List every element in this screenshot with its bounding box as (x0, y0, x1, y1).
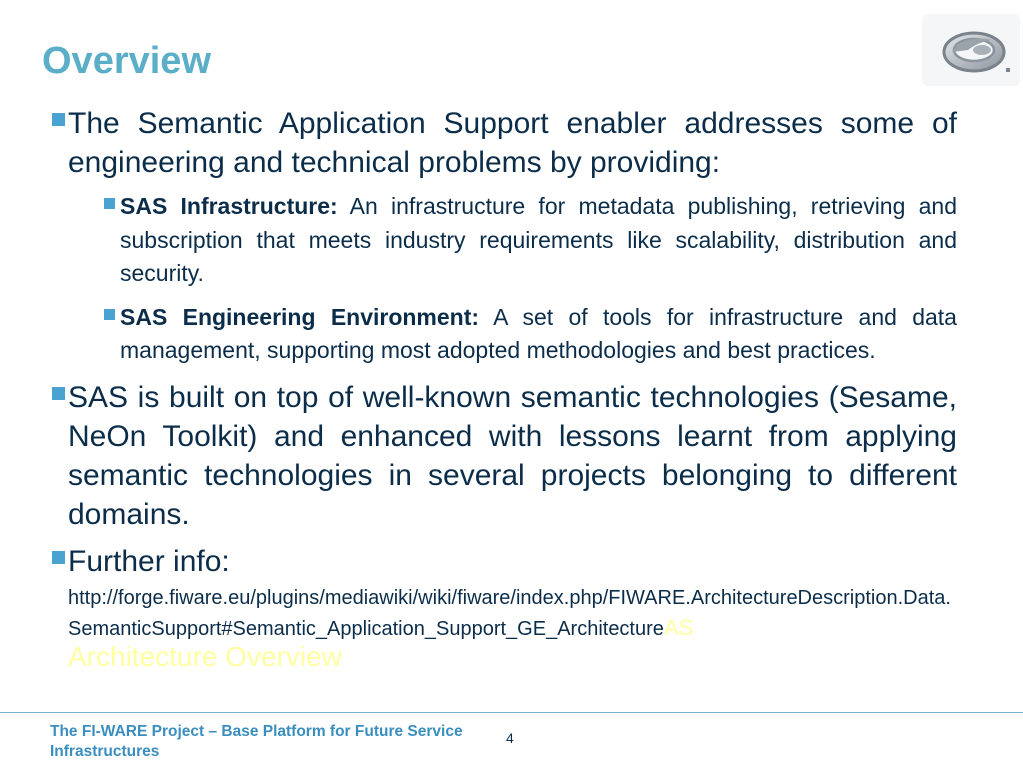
bullet-sas-infrastructure (104, 190, 957, 291)
bullet-further-info: Further info: http://forge.fiware.eu/plugins/mediawiki/wiki/fiware/index.php/FIWARE.ArchitectureDescription.Data.SemanticSupport#Semantic_Application_Support_GE_ArchitectureAS Architecture Overview (52, 542, 957, 668)
sas-engineering-text: A set of tools for infrastructure and data management, supporting most adopted methodologies and best practices. (120, 303, 957, 363)
sas-engineering-label: SAS Engineering Environment: (120, 303, 480, 330)
footer-project: The FI-WARE Project – Base Platform for Future Service Infrastructures (50, 723, 463, 760)
slide-body (52, 104, 957, 668)
page-number: 4 (506, 730, 514, 746)
footer-divider (0, 712, 1023, 713)
ghost-text: AS (663, 614, 694, 640)
bullet-sas-built: SAS is built on top of well-known semantic technologies (Sesame, NeOn Toolkit) and enhanced with lessons learnt from applying semantic technologies in several projects belonging to different domains. (52, 378, 957, 534)
further-info-link[interactable]: http://forge.fiware.eu/plugins/mediawiki/wiki/fiware/index.php/FIWARE.ArchitectureDescription.Data.SemanticSupport#Semantic_Application_Support_GE_ArchitectureAS (68, 586, 951, 640)
bullet-square-icon (104, 198, 115, 209)
sas-infrastructure-text: An infrastructure for metadata publishing, retrieving and subscription that meets industry requirements like scalability, distribution and security. (120, 193, 957, 286)
bullet-sas-engineering (104, 301, 957, 368)
bullet-square-icon (52, 113, 65, 126)
bullet-square-icon (52, 387, 65, 400)
bullet-intro: The Semantic Application Support enabler addresses some of engineering and technical problems by providing: (52, 104, 957, 182)
slide-title: Overview (42, 40, 211, 82)
bullet-square-icon (52, 551, 65, 564)
fiware-logo-icon (922, 14, 1020, 86)
sas-infrastructure-label: SAS Infrastructure: (120, 193, 338, 219)
architecture-overview-link[interactable]: Architecture Overview (68, 643, 342, 668)
bullet-square-icon (104, 309, 115, 320)
